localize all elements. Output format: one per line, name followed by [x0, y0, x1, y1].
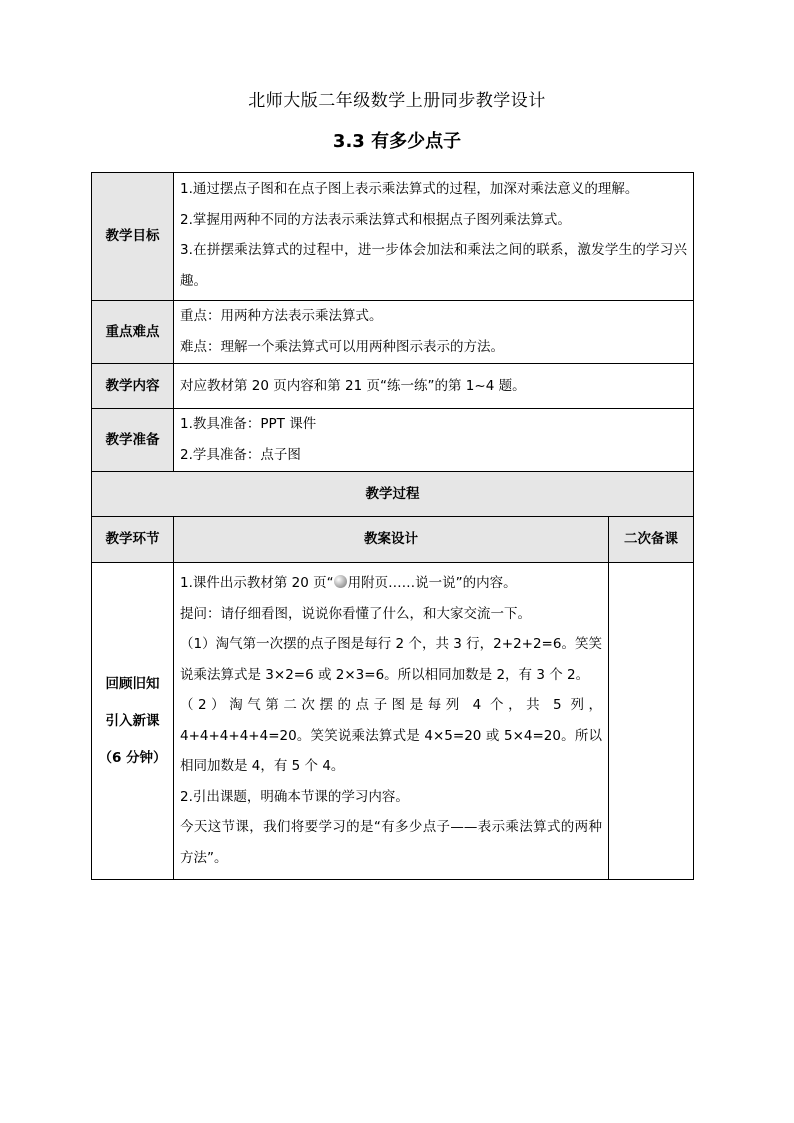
objectives-content	[174, 173, 694, 301]
design-item: 提问：请仔细看图，说说你看懂了什么，和大家交流一下。	[180, 605, 531, 622]
design-item: 今天这节课，我们将要学习的是“有多少点子——表示乘法算式的两种方法”。	[180, 819, 602, 866]
key-points-row	[92, 301, 694, 364]
document-subtitle: 北师大版二年级数学上册同步教学设计	[248, 91, 546, 111]
key-points-label: 重点难点	[92, 301, 174, 364]
gray-ball-icon	[334, 575, 347, 588]
stage-design	[174, 563, 609, 880]
preparation-item: 1.教具准备：PPT 课件	[180, 416, 317, 432]
stage-duration: （6 分钟）	[98, 749, 167, 766]
stage-line: 引入新课	[105, 712, 160, 729]
objectives-row	[92, 173, 694, 301]
objectives-label: 教学目标	[92, 173, 174, 301]
stage-line: 回顾旧知	[105, 675, 160, 692]
design-item: （1）淘气第一次摆的点子图是每行 2 个，共 3 行，2+2+2=6。笑笑说乘法算式是 3×2=6 或 2×3=6。所以相同加数是 2，有 3 个 2。	[180, 636, 602, 683]
column-header-stage: 教学环节	[92, 517, 174, 563]
preparation-item: 2.学具准备：点子图	[180, 446, 301, 463]
preparation-content	[174, 409, 694, 472]
design-line1-prefix: 1.课件出示教材第 20 页“	[180, 575, 334, 591]
stage-name	[92, 563, 174, 880]
process-section-row	[92, 472, 694, 517]
objective-item: 2.掌握用两种不同的方法表示乘法算式和根据点子图列乘法算式。	[180, 211, 571, 228]
objective-item: 3.在拼摆乘法算式的过程中，进一步体会加法和乘法之间的联系，激发学生的学习兴趣。	[180, 242, 688, 289]
content-row	[92, 364, 694, 409]
process-section-title: 教学过程	[92, 472, 694, 517]
objective-item: 1.通过摆点子图和在点子图上表示乘法算式的过程，加深对乘法意义的理解。	[180, 181, 639, 197]
design-line1-suffix: 用附页……说一说”的内容。	[347, 575, 517, 591]
lesson-plan-table	[91, 172, 694, 880]
stage-revision-notes	[609, 563, 694, 880]
key-points-content	[174, 301, 694, 364]
content-label: 教学内容	[92, 364, 174, 409]
preparation-label: 教学准备	[92, 409, 174, 472]
design-item: 2.引出课题，明确本节课的学习内容。	[180, 788, 409, 805]
process-header-row	[92, 517, 694, 563]
column-header-design: 教案设计	[174, 517, 609, 563]
preparation-row	[92, 409, 694, 472]
key-point-item: 难点：理解一个乘法算式可以用两种图示表示的方法。	[180, 338, 504, 355]
key-point-item: 重点：用两种方法表示乘法算式。	[180, 308, 383, 324]
column-header-revision: 二次备课	[609, 517, 694, 563]
content-text: 对应教材第 20 页内容和第 21 页“练一练”的第 1~4 题。	[174, 364, 694, 409]
stage-row	[92, 563, 694, 880]
design-item	[180, 568, 602, 599]
design-item: （2）淘气第二次摆的点子图是每列 4 个，共 5 列，4+4+4+4+4=20。笑笑说乘法算式是 4×5=20 或 5×4=20。所以相同加数是 4，有 5 个 4。	[180, 697, 602, 774]
lesson-title: 3.3 有多少点子	[332, 131, 462, 152]
